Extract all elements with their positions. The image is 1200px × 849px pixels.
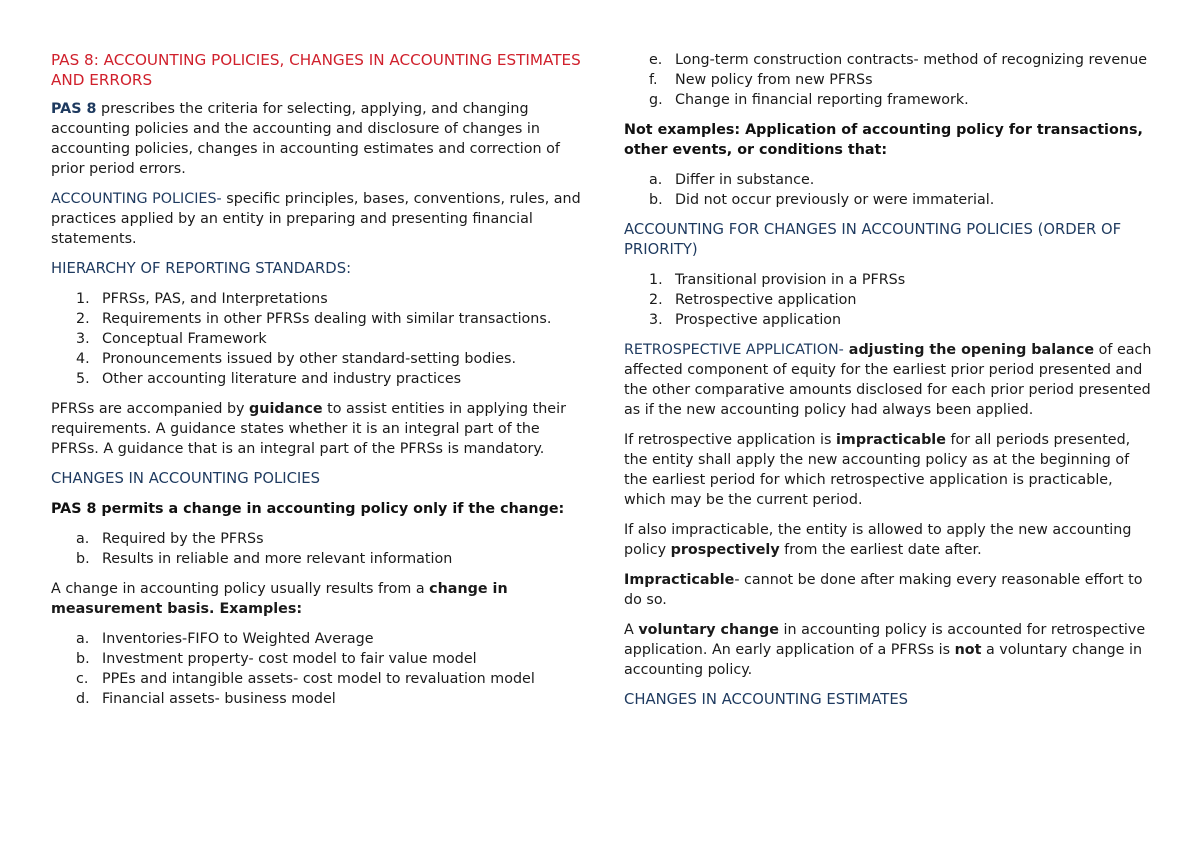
intro-text: prescribes the criteria for selecting, applying, and changing accounting policies and the accounting and disclosure of changes in accounting policies, changes in accounting estimates and correction of prior period errors. bbox=[51, 101, 560, 177]
list-item-text: PFRSs, PAS, and Interpretations bbox=[102, 291, 328, 307]
list-item-text: Required by the PFRSs bbox=[102, 531, 264, 547]
intro-term: PAS 8 bbox=[51, 101, 97, 117]
examples-continued-list bbox=[624, 50, 1154, 110]
impracticable-post: for all periods presented, the entity shall apply the new accounting policy as at the beginning of the earliest period for which retrospective application is practicable, which may be the current period. bbox=[624, 432, 1131, 508]
list-item bbox=[51, 689, 586, 709]
guidance-pre: PFRSs are accompanied by bbox=[51, 401, 250, 417]
list-item-text: Transitional provision in a PFRSs bbox=[675, 272, 906, 288]
list-marker: g. bbox=[649, 92, 663, 108]
intro-paragraph bbox=[51, 99, 586, 179]
list-marker: 2. bbox=[76, 311, 90, 327]
list-item-text: Change in financial reporting framework. bbox=[675, 92, 969, 108]
hierarchy-heading: HIERARCHY OF REPORTING STANDARDS: bbox=[51, 260, 352, 277]
list-marker: b. bbox=[76, 551, 90, 567]
voluntary-mid: in accounting policy is accounted for retrospective application. An early application of a PFRSs is bbox=[624, 622, 1146, 658]
impracticable-term: Impracticable bbox=[624, 572, 735, 588]
permits-statement: PAS 8 permits a change in accounting policy only if the change: bbox=[51, 501, 565, 517]
accounting-policies-definition bbox=[51, 189, 586, 249]
list-item-text: Other accounting literature and industry practices bbox=[102, 371, 462, 387]
list-item-text: Pronouncements issued by other standard-setting bodies. bbox=[102, 351, 517, 367]
impracticable-def-text: - cannot be done after making every reasonable effort to do so. bbox=[624, 572, 1143, 608]
list-item-text: Prospective application bbox=[675, 312, 842, 328]
list-item bbox=[51, 629, 586, 649]
list-item-text: Investment property- cost model to fair value model bbox=[102, 651, 477, 667]
list-item bbox=[624, 290, 1154, 310]
measurement-basis-paragraph bbox=[51, 579, 586, 619]
list-item-text: Did not occur previously or were immaterial. bbox=[675, 192, 995, 208]
list-marker: f. bbox=[649, 72, 658, 88]
voluntary-post: a voluntary change in accounting policy. bbox=[624, 642, 1143, 678]
list-item-text: Retrospective application bbox=[675, 292, 857, 308]
list-item bbox=[51, 329, 586, 349]
list-item bbox=[51, 369, 586, 389]
list-marker: 2. bbox=[649, 292, 663, 308]
list-marker: c. bbox=[76, 671, 89, 687]
voluntary-pre: A bbox=[624, 622, 639, 638]
retrospective-bold: adjusting the opening balance bbox=[843, 342, 1095, 358]
hierarchy-list bbox=[51, 289, 586, 389]
list-marker: 1. bbox=[76, 291, 90, 307]
list-item-text: Financial assets- business model bbox=[102, 691, 336, 707]
permits-list bbox=[51, 529, 586, 569]
list-item-text: Requirements in other PFRSs dealing with similar transactions. bbox=[102, 311, 552, 327]
list-item-text: PPEs and intangible assets- cost model to revaluation model bbox=[102, 671, 535, 687]
list-item-text: New policy from new PFRSs bbox=[675, 72, 873, 88]
list-marker: e. bbox=[649, 52, 663, 68]
impracticable-bold: impracticable bbox=[836, 432, 946, 448]
list-marker: 4. bbox=[76, 351, 90, 367]
list-marker: 1. bbox=[649, 272, 663, 288]
list-item bbox=[624, 310, 1154, 330]
page-title: PAS 8: ACCOUNTING POLICIES, CHANGES IN ACCOUNTING ESTIMATES AND ERRORS bbox=[51, 51, 581, 89]
priority-heading: ACCOUNTING FOR CHANGES IN ACCOUNTING POLICIES (ORDER OF PRIORITY) bbox=[624, 221, 1122, 258]
also-impracticable-paragraph bbox=[624, 520, 1154, 560]
also-pre: If also impracticable, the entity is allowed to apply the new accounting policy bbox=[624, 522, 1132, 558]
also-post: from the earliest date after. bbox=[779, 542, 982, 558]
list-item bbox=[51, 309, 586, 329]
left-column bbox=[51, 50, 586, 719]
list-item-text: Conceptual Framework bbox=[102, 331, 267, 347]
measurement-pre: A change in accounting policy usually results from a bbox=[51, 581, 430, 597]
list-marker: a. bbox=[76, 631, 90, 647]
list-item bbox=[51, 649, 586, 669]
list-item bbox=[624, 190, 1154, 210]
impracticable-definition bbox=[624, 570, 1154, 610]
accounting-policies-text: specific principles, bases, conventions, rules, and practices applied by an entity in preparing and presenting financial statements. bbox=[51, 191, 581, 247]
list-marker: a. bbox=[649, 172, 663, 188]
measurement-bold: change in measurement basis. Examples: bbox=[51, 581, 508, 617]
list-item-text: Differ in substance. bbox=[675, 172, 815, 188]
list-item bbox=[51, 529, 586, 549]
guidance-paragraph bbox=[51, 399, 586, 459]
voluntary-not: not bbox=[954, 642, 982, 658]
estimates-heading: CHANGES IN ACCOUNTING ESTIMATES bbox=[624, 691, 909, 708]
retrospective-text: of each affected component of equity for the earliest prior period presented and the other comparative amounts disclosed for each prior period presented as if the new accounting policy had always been applied. bbox=[624, 342, 1152, 418]
list-item bbox=[51, 549, 586, 569]
also-bold: prospectively bbox=[670, 542, 780, 558]
list-item bbox=[624, 170, 1154, 190]
impracticable-pre: If retrospective application is bbox=[624, 432, 837, 448]
not-examples-list bbox=[624, 170, 1154, 210]
list-marker: b. bbox=[649, 192, 663, 208]
list-item bbox=[51, 669, 586, 689]
changes-policies-heading: CHANGES IN ACCOUNTING POLICIES bbox=[51, 470, 321, 487]
voluntary-change-paragraph bbox=[624, 620, 1154, 680]
list-item bbox=[624, 70, 1154, 90]
list-marker: b. bbox=[76, 651, 90, 667]
list-item bbox=[51, 289, 586, 309]
accounting-policies-term: ACCOUNTING POLICIES- bbox=[51, 191, 222, 207]
list-item bbox=[51, 349, 586, 369]
list-marker: 5. bbox=[76, 371, 90, 387]
list-item-text: Long-term construction contracts- method of recognizing revenue bbox=[675, 52, 1148, 68]
voluntary-bold: voluntary change bbox=[638, 622, 779, 638]
retrospective-term: RETROSPECTIVE APPLICATION- bbox=[624, 342, 844, 358]
guidance-term: guidance bbox=[249, 401, 323, 417]
impracticable-paragraph bbox=[624, 430, 1154, 510]
list-item bbox=[624, 50, 1154, 70]
list-marker: 3. bbox=[649, 312, 663, 328]
list-item-text: Results in reliable and more relevant information bbox=[102, 551, 453, 567]
list-marker: 3. bbox=[76, 331, 90, 347]
list-item bbox=[624, 270, 1154, 290]
examples-list bbox=[51, 629, 586, 709]
list-marker: d. bbox=[76, 691, 90, 707]
right-column bbox=[624, 50, 1154, 720]
guidance-post: to assist entities in applying their requirements. A guidance states whether it is an integral part of the PFRSs. A guidance that is an integral part of the PFRSs is mandatory. bbox=[51, 401, 566, 457]
list-item bbox=[624, 90, 1154, 110]
list-marker: a. bbox=[76, 531, 90, 547]
retrospective-definition bbox=[624, 340, 1154, 420]
priority-list bbox=[624, 270, 1154, 330]
list-item-text: Inventories-FIFO to Weighted Average bbox=[102, 631, 374, 647]
not-examples-statement: Not examples: Application of accounting policy for transactions, other events, or conditions that: bbox=[624, 122, 1143, 158]
